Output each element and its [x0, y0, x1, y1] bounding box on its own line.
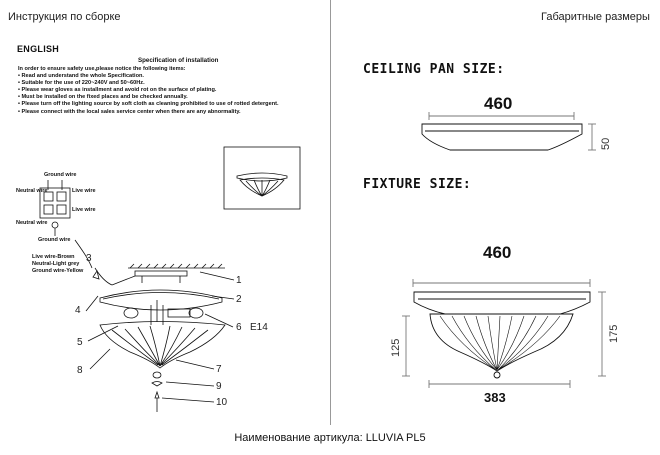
fixture-bottom-width-label: 383: [484, 390, 506, 405]
bulb-right: [189, 308, 203, 318]
dimensions-title: Габаритные размеры: [541, 11, 650, 23]
ceiling-pan-title: CEILING PAN SIZE:: [363, 62, 505, 77]
spec-item: • Must be installed on the fixed places and be checked annually.: [18, 94, 188, 101]
finial: [494, 372, 500, 378]
fixture-width-label: 460: [483, 243, 512, 262]
wiring-top-label: Ground wire: [44, 172, 77, 178]
wiring-live-label: Live wire: [72, 188, 96, 194]
bulb-left: [124, 308, 138, 318]
callout-3: 3: [86, 253, 92, 264]
ceiling-pan-profile: [422, 124, 582, 150]
callout-1: 1: [236, 275, 242, 286]
spec-item: • Suitable for the use of 220~240V and 50~60Hz.: [18, 80, 145, 87]
mounting-bar: [135, 271, 187, 276]
callout-7: 7: [216, 364, 222, 375]
spec-item: • Please connect with the local sales service center when there are any abnormality.: [18, 108, 241, 115]
ceiling-pan: [100, 290, 222, 310]
ceiling-width-label: 460: [484, 94, 513, 113]
wiring-neutral-label: Neutral wire: [16, 188, 48, 194]
fixture-pan-profile: [414, 292, 590, 314]
spec-item: • Please turn off the lighting source by soft cloth as cleaning prohibited to use of rotted detergent.: [18, 101, 279, 108]
spec-item: • Read and understand the whole Specification.: [18, 73, 144, 80]
callout-6: 6: [236, 322, 242, 333]
fixture-total-height-label: 175: [608, 324, 620, 343]
fixture-title: FIXTURE SIZE:: [363, 177, 472, 192]
language-label: ENGLISH: [17, 44, 60, 54]
fixture-shade-height-label: 125: [390, 338, 402, 357]
article-name: Наименование артикула: LLUVIA PL5: [234, 432, 426, 444]
callout-2: 2: [236, 294, 242, 305]
callout-8: 8: [77, 365, 83, 376]
legend-live: Live wire-Brown: [32, 254, 75, 260]
legend-ground: Ground wire-Yellow: [32, 268, 84, 274]
wiring-ground-label: Ground wire: [38, 237, 71, 243]
spec-item: • Please wear gloves as installment and avoid rot on the surface of plating.: [18, 87, 217, 94]
fixture-shade-profile: [430, 314, 573, 371]
spec-title: Specification of installation: [138, 57, 219, 64]
callout-5: 5: [77, 337, 83, 348]
legend-neutral: Neutral-Light grey: [32, 261, 80, 267]
wiring-bottom-live: Live wire: [72, 207, 96, 213]
ground-screw-icon: [52, 222, 58, 228]
callout-10: 10: [216, 397, 228, 408]
wiring-bottom-neutral: Neutral wire: [16, 220, 48, 226]
assembly-title: Инструкция по сборке: [8, 11, 121, 23]
glass-shade: [100, 322, 225, 369]
callout-4: 4: [75, 305, 81, 316]
ceiling-height-label: 50: [600, 137, 612, 150]
spec-item: In order to ensure safety use,please notice the following items:: [18, 66, 186, 72]
callout-9: 9: [216, 381, 222, 392]
bulb-type-label: E14: [250, 322, 268, 333]
